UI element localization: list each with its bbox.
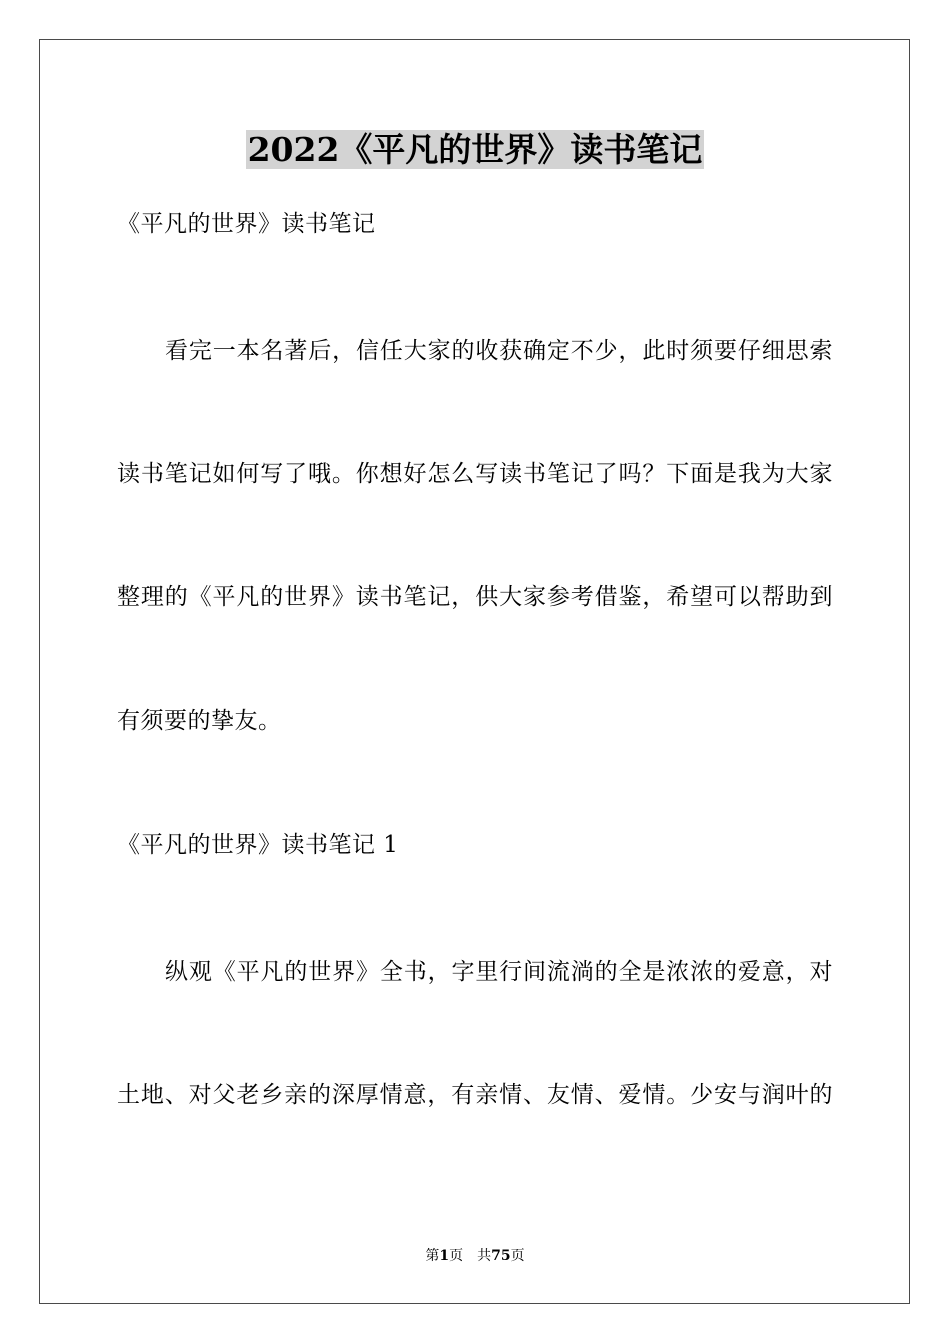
paragraph-line: 纵观《平凡的世界》全书，字里行间流淌的全是浓浓的爱意，对 — [165, 959, 833, 985]
document-title-text: 2022《平凡的世界》读书笔记 — [247, 130, 703, 169]
page-total: 75 — [491, 1248, 511, 1264]
paragraph-line: 看完一本名著后，信任大家的收获确定不少，此时须要仔细思索 — [165, 338, 833, 364]
total-suffix: 页 — [510, 1248, 525, 1264]
page-current: 1 — [439, 1248, 450, 1264]
paragraph-line: 土地、对父老乡亲的深厚情意，有亲情、友情、爱情。少安与润叶的 — [117, 1082, 833, 1108]
page-footer — [0, 1247, 950, 1265]
paragraph-line: 有须要的挚友。 — [117, 708, 282, 734]
paragraph-line: 读书笔记如何写了哦。你想好怎么写读书笔记了吗？下面是我为大家 — [117, 461, 833, 487]
total-prefix: 共 — [477, 1248, 492, 1264]
document-title — [0, 128, 950, 172]
section-heading: 《平凡的世界》读书笔记 1 — [117, 832, 399, 858]
page-prefix: 第 — [425, 1248, 440, 1264]
paragraph-line: 整理的《平凡的世界》读书笔记，供大家参考借鉴，希望可以帮助到 — [117, 584, 833, 610]
document-subtitle: 《平凡的世界》读书笔记 — [117, 211, 376, 237]
page-suffix: 页 — [449, 1248, 464, 1264]
